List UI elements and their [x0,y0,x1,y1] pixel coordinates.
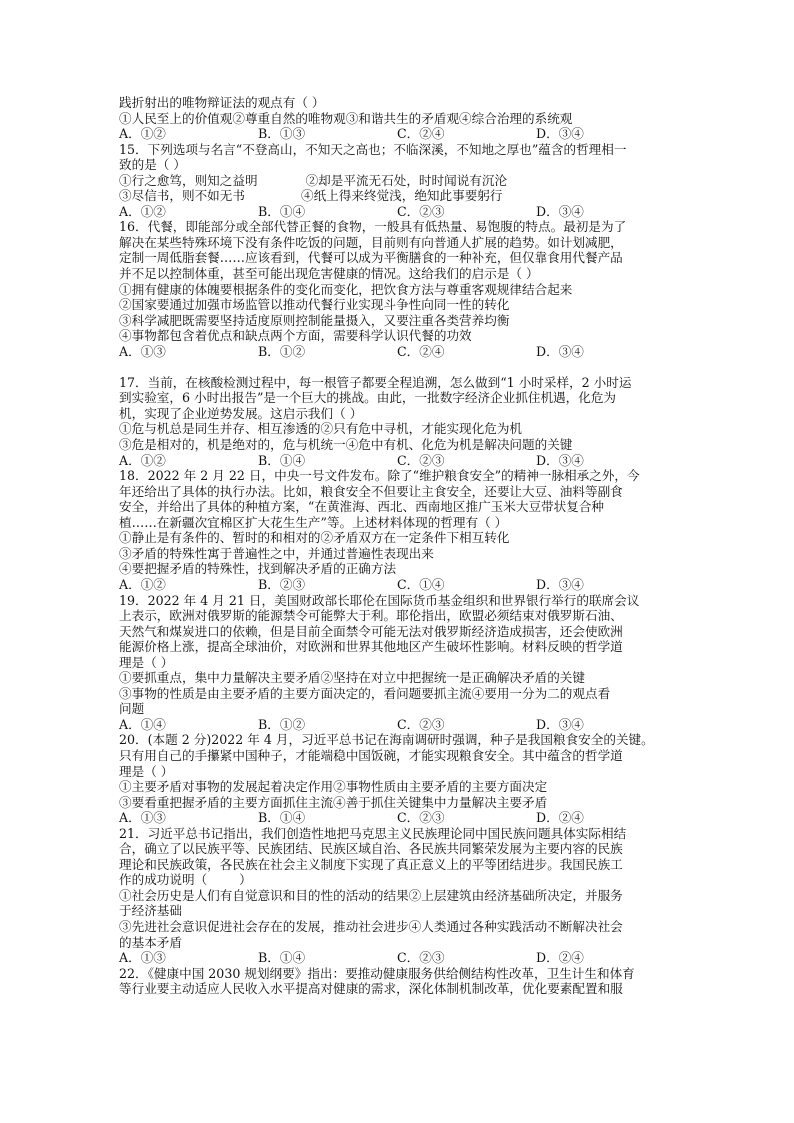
question-stem-line: 18．2022 年 2 月 22 日，中央一号文件发布。除了“维护粮食安全”的精神一脉相承之外，今 [119,468,640,484]
question-stem-line: 能源价格上涨，提高全球油价，对欧洲和世界其他地区产生破坏性影响。材料反映的哲学道 [119,639,623,655]
statement-line: ③科学减肥既需要坚持适度原则控制能量摄入，又要注重各类营养均衡 [119,312,510,328]
statement-line: ②国家要通过加强市场监管以推动代餐行业实现斗争性向同一性的转化 [119,297,510,313]
option-c[interactable]: C．①④ [397,576,445,592]
option-a[interactable]: A．①③ [119,810,166,826]
option-b[interactable]: B．①② [258,343,306,359]
question-stem-line: 等行业要主动适应人民收入水平提高对健康的需求，深化体制机制改革，优化要素配置和服 [119,981,623,997]
option-a[interactable]: A．①③ [119,343,166,359]
question-17 [119,375,679,468]
statement-line: ③尽信书，则不如无书 ④纸上得来终觉浅，绝知此事要躬行 [119,188,503,204]
question-14 [119,95,679,142]
option-d[interactable]: D．②④ [536,950,584,966]
answer-options [119,717,679,733]
statement-line: ①人民至上的价值观②尊重自然的唯物观③和谐共生的矛盾观④综合治理的系统观 [119,110,573,126]
statement-line: ①主要矛盾对事物的发展起着决定作用②事物性质由主要矛盾的主要方面决定 [119,779,548,795]
question-stem-line: 解决在某些特殊环境下没有条件吃饭的问题，目前则有向普通人扩展的趋势。如计划减肥， [119,234,623,250]
question-stem-line: 20．(本题 2 分)2022 年 4 月，习近平总书记在海南调研时强调，种子是我国粮食安全的关键。 [119,732,654,748]
question-19 [119,593,679,733]
question-stem-line: 理是（ ） [119,654,174,670]
answer-options [119,126,679,142]
option-b[interactable]: B．①④ [258,203,306,219]
question-stem-line: 19．2022 年 4 月 21 日，美国财政部长耶伦在国际货币基金组织和世界银行举行的联席会议 [119,592,640,608]
statement-line: ③要看重把握矛盾的主要方面抓住主流④善于抓住关键集中力量解决主要矛盾 [119,794,548,810]
question-stem-line: 并不足以控制体重，甚至可能出现危害健康的情况。这给我们的启示是（ ） [119,266,539,282]
statement-line: ③矛盾的特殊性寓于普遍性之中，并通过普遍性表现出来 [119,545,434,561]
statement-line: ④要把握矛盾的特殊性，找到解决矛盾的正确方法 [119,561,397,577]
question-stem-line: 只有用自己的手攥紧中国种子，才能端稳中国饭碗，才能实现粮食安全。其中蕴含的哲学道 [119,747,623,763]
option-c[interactable]: C．②③ [397,452,445,468]
question-22 [119,966,679,997]
option-a[interactable]: A．①③ [119,950,166,966]
option-d[interactable]: D．③④ [536,343,584,359]
option-a[interactable]: A．①② [119,203,166,219]
option-b[interactable]: B．①④ [258,452,306,468]
question-15 [119,142,679,220]
option-b[interactable]: B．①④ [258,810,306,826]
answer-options [119,453,679,469]
option-d[interactable]: D．③④ [536,576,584,592]
statement-line: ③事物的性质是由主要矛盾的主要方面决定的，看问题要抓主流④要用一分为二的观点看 [119,685,611,701]
question-stem-line: 定制一周低脂套餐……应该看到，代餐可以成为平衡膳食的一种补充，但仅靠食用代餐产品 [119,250,623,266]
question-stem-line: 安全，并给出了具体的种植方案，“在黄淮海、西北、西南地区推广玉米大豆带状复合种 [119,499,605,515]
statement-line: ①拥有健康的体魄要根据条件的变化而变化，把饮食方法与尊重客观规律结合起来 [119,281,573,297]
option-b[interactable]: B．②③ [258,576,306,592]
option-d[interactable]: D．③④ [536,452,584,468]
exam-page [119,95,679,997]
question-stem-line: 22．《健康中国 2030 规划纲要》指出：要推动健康服务供给侧结构性改革，卫生计生和体育 [119,965,635,981]
option-c[interactable]: C．②③ [397,810,445,826]
option-d[interactable]: D．③④ [536,203,584,219]
statement-line: 的基本矛盾 [119,934,182,950]
question-stem-line: 上表示，欧洲对俄罗斯的能源禁令可能弊大于利。耶伦指出，欧盟必须结束对俄罗斯石油、 [119,608,623,624]
question-20 [119,732,679,825]
question-stem-line: 致的是（ ） [119,157,186,173]
statement-line: ③先进社会意识促进社会存在的发展，推动社会进步④人类通过各种实践活动不断解决社会 [119,918,623,934]
statement-line: 问题 [119,701,145,717]
option-a[interactable]: A．①② [119,126,166,142]
question-stem-line: 合，确立了以民族平等、民族团结、民族区域自治、各民族共同繁荣发展为主要内容的民族 [119,841,623,857]
option-a[interactable]: A．①④ [119,716,166,732]
statement-line: ①要抓重点，集中力量解决主要矛盾②坚持在对立中把握统一是正确解决矛盾的关键 [119,670,585,686]
answer-options [119,577,679,593]
statement-line: ③危是相对的，机是绝对的，危与机统一④危中有机、化危为机是解决问题的关键 [119,437,573,453]
question-21 [119,826,679,966]
question-stem-line: 作的成功说明（ ） [119,872,252,888]
question-stem-line: 践折射出的唯物辩证法的观点有（ ） [119,95,325,110]
option-d[interactable]: D．③④ [536,126,584,142]
statement-line: 于经济基础 [119,903,182,919]
statement-line: ④事物都包含着优点和缺点两个方面，需要科学认识代餐的功效 [119,328,472,344]
option-a[interactable]: A．①② [119,452,166,468]
question-18 [119,468,679,592]
option-d[interactable]: D．③④ [536,716,584,732]
answer-options [119,204,679,220]
question-stem-line: 到实验室，6 小时出报告”是一个巨大的挑战。由此，一批数字经济企业抓住机遇，化危为 [119,390,617,406]
option-c[interactable]: C．②③ [397,716,445,732]
question-stem-line: 植……在新疆次宜棉区扩大花生生产”等。上述材料体现的哲理有（ ） [119,514,508,530]
question-stem-line: 理是（ ） [119,763,174,779]
question-stem-line: 天然气和煤炭进口的依赖，但是目前全面禁令可能无法对俄罗斯经济造成损害，还会使欧洲 [119,623,623,639]
question-stem-line: 理论和民族政策，各民族在社会主义制度下实现了真正意义上的平等团结进步。我国民族工 [119,856,623,872]
option-b[interactable]: B．①② [258,716,306,732]
answer-options [119,344,679,360]
statement-line: ①行之愈笃，则知之益明 ②却是平流无石处，时时闻说有沉沦 [119,172,508,188]
option-b[interactable]: B．①④ [258,950,306,966]
question-stem-line: 年还给出了具体的执行办法。比如，粮食安全不但要让主食安全，还要让大豆、油料等副食 [119,483,623,499]
question-16 [119,219,679,359]
statement-line: ①危与机总是同生并存、相互渗透的②只有危中寻机，才能实现化危为机 [119,421,522,437]
option-c[interactable]: C．②④ [397,126,445,142]
statement-line: ①社会历史是人们有自觉意识和目的性的活动的结果②上层建筑由经济基础所决定，并服务 [119,887,623,903]
question-stem-line: 机，实现了企业逆势发展。这启示我们（ ） [119,405,363,421]
option-d[interactable]: D．②④ [536,810,584,826]
question-stem-line: 21．习近平总书记指出，我们创造性地把马克思主义民族理论同中国民族问题具体实际相结 [119,825,627,841]
answer-options [119,950,679,966]
question-stem-line: 16．代餐，即能部分或全部代替正餐的食物，一般具有低热量、易饱腹的特点。最初是为了 [119,219,627,235]
option-c[interactable]: C．②④ [397,343,445,359]
statement-line: ①静止是有条件的、暂时的和相对的②矛盾双方在一定条件下相互转化 [119,530,510,546]
question-stem-line: 17．当前，在核酸检测过程中，每一根管子都要全程追溯，怎么做到“1 小时采样，2 小时运 [119,374,632,390]
question-stem-line: 15．下列选项与名言“不登高山，不知天之高也；不临深溪，不知地之厚也”蕴含的哲理相一 [119,141,627,157]
blank-line [119,359,679,375]
option-c[interactable]: C．②③ [397,950,445,966]
option-a[interactable]: A．①② [119,576,166,592]
option-b[interactable]: B．①③ [258,126,306,142]
answer-options [119,810,679,826]
option-c[interactable]: C．②③ [397,203,445,219]
